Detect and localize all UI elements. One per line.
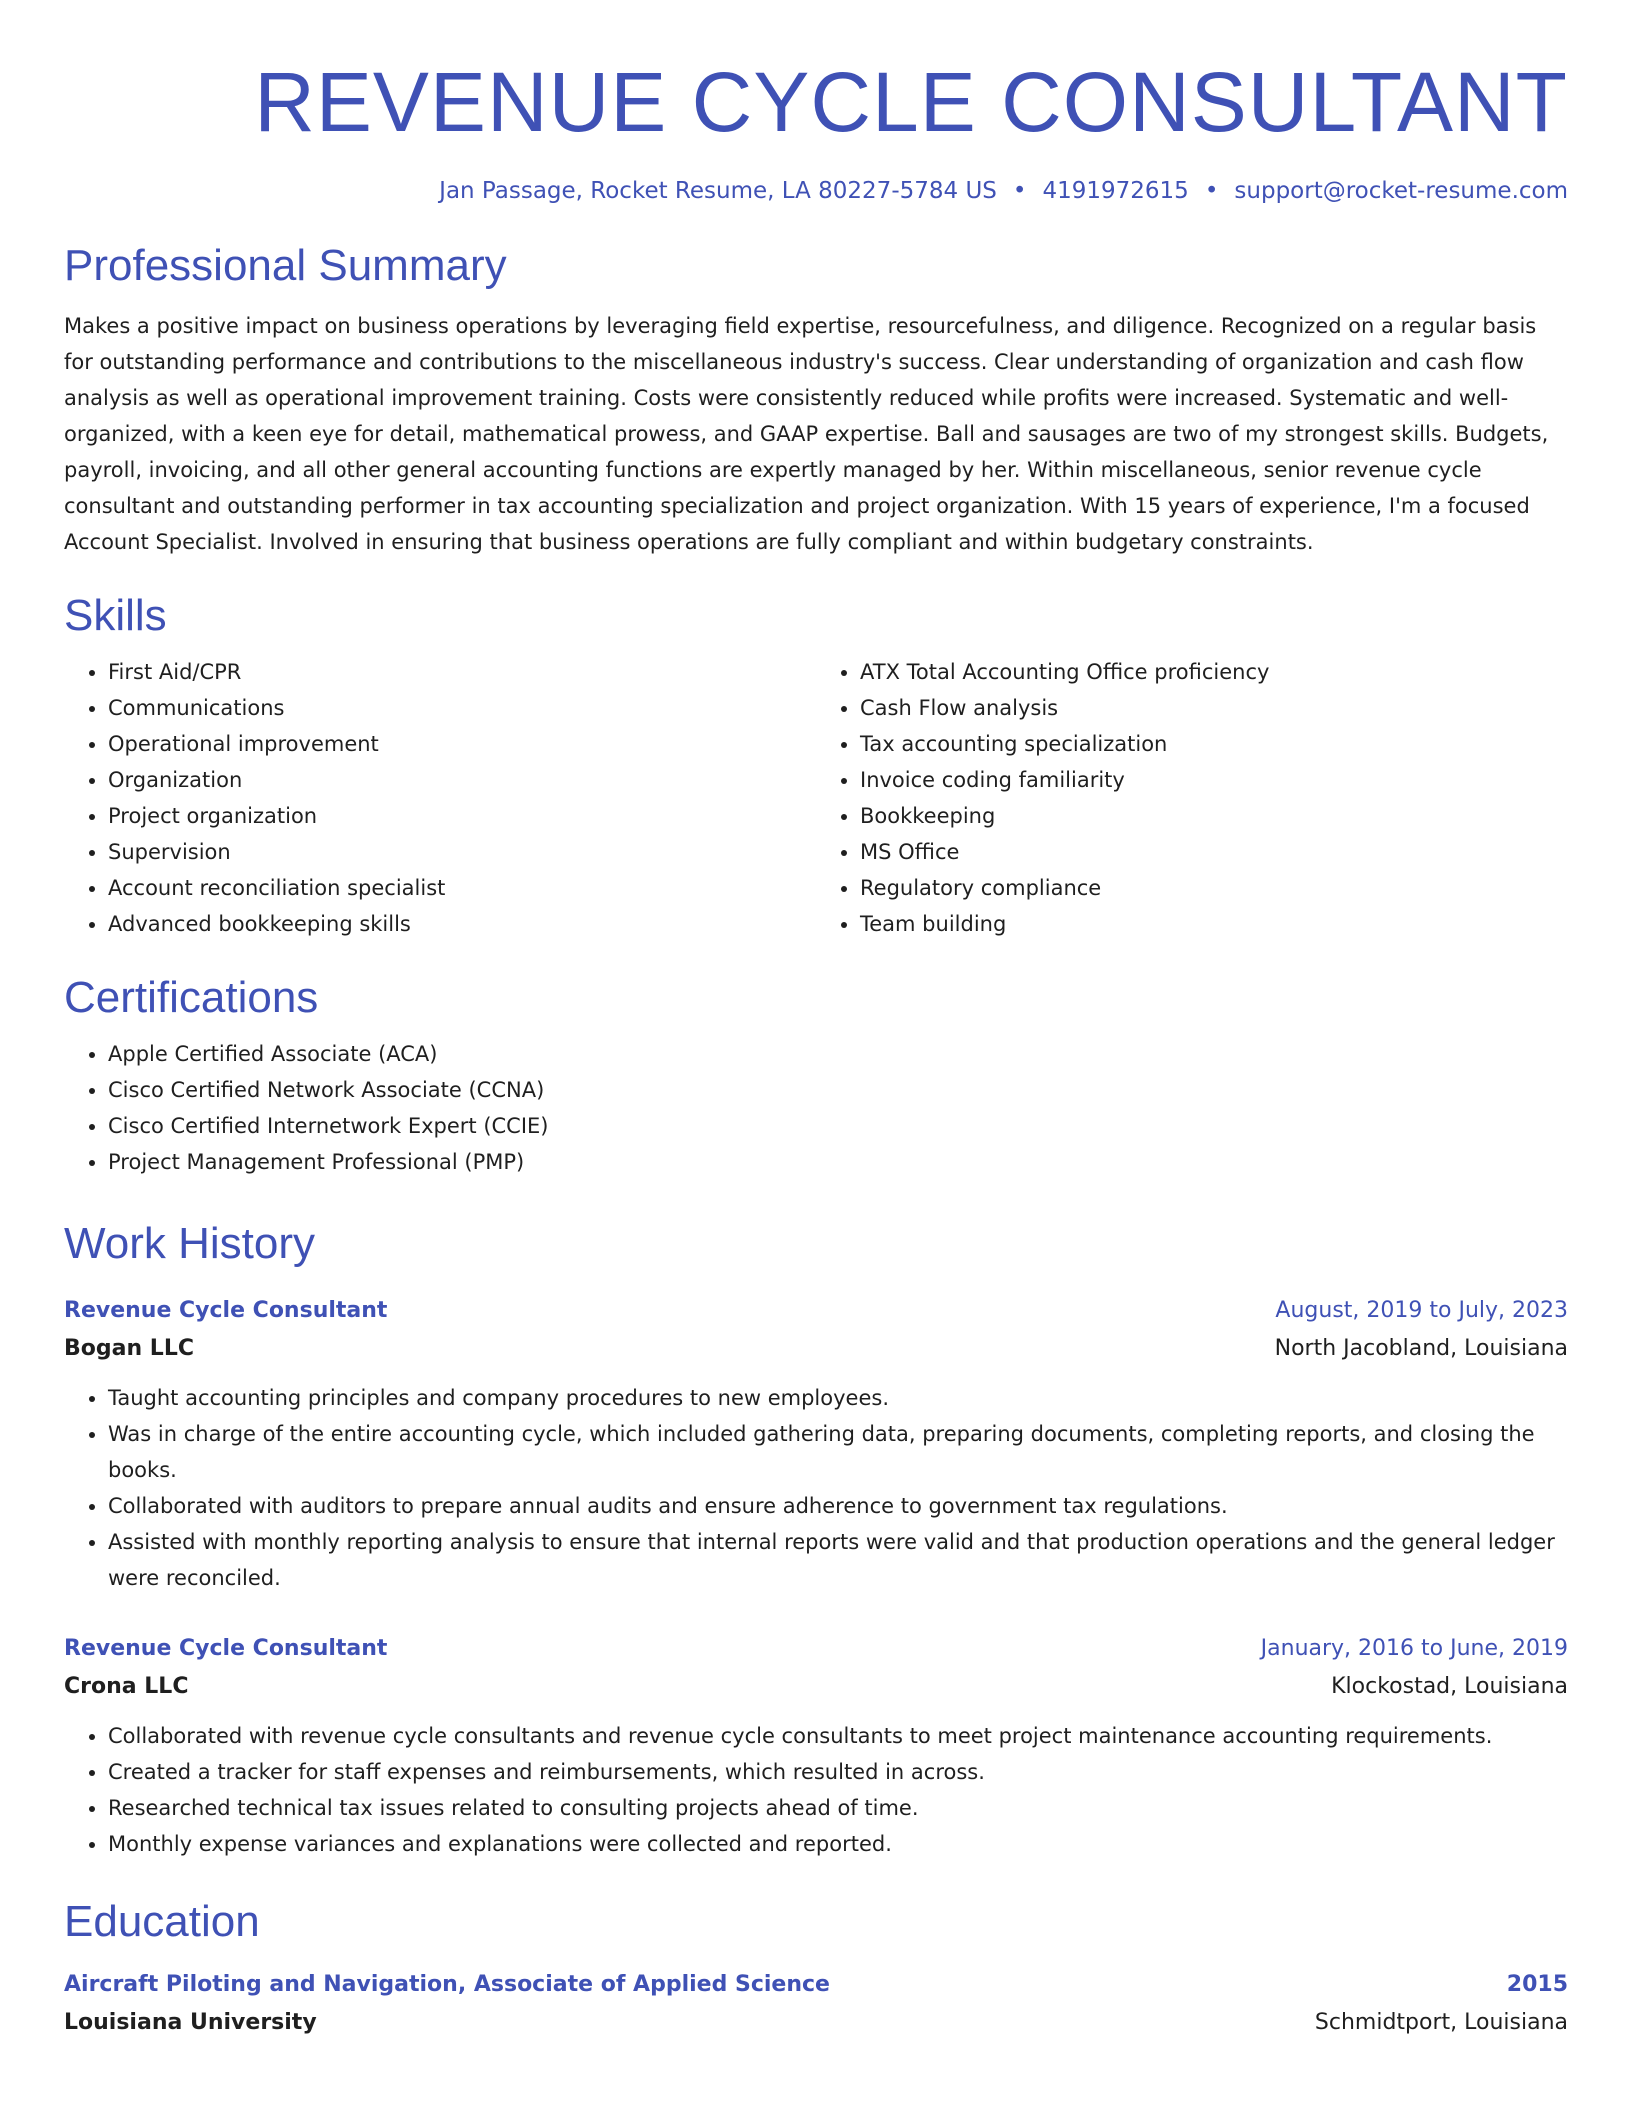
skill-item: • Invoice coding familiarity xyxy=(860,762,1568,798)
job-company: Bogan LLC xyxy=(64,1336,194,1361)
job-bullet: • Created a tracker for staff expenses and reimbursements, which resulted in across. xyxy=(108,1754,1568,1790)
work-history-heading: Work History xyxy=(64,1219,315,1268)
job-entry xyxy=(64,1292,1568,1596)
education-degree-row xyxy=(64,1966,1568,2004)
job-entry xyxy=(64,1630,1568,1862)
contact-address: Jan Passage, Rocket Resume, LA 80227-5784 US xyxy=(439,178,997,204)
skill-item: • Communications xyxy=(108,690,816,726)
job-dates: January, 2016 to June, 2019 xyxy=(1260,1636,1568,1661)
education-year: 2015 xyxy=(1506,1972,1568,1997)
job-location: Klockostad, Louisiana xyxy=(1331,1674,1568,1699)
certification-item: • Cisco Certified Network Associate (CCNA) xyxy=(108,1072,1568,1108)
certifications-heading: Certifications xyxy=(64,973,319,1022)
education-heading: Education xyxy=(64,1897,260,1946)
job-company-row xyxy=(64,1668,1568,1706)
job-bullet: • Collaborated with revenue cycle consultants and revenue cycle consultants to meet project maintenance accounting requirements. xyxy=(108,1718,1568,1754)
skill-item: • Team building xyxy=(860,906,1568,942)
certification-item: • Project Management Professional (PMP) xyxy=(108,1144,1568,1180)
education-location: Schmidtport, Louisiana xyxy=(1314,2010,1568,2035)
job-bullet: • Was in charge of the entire accounting cycle, which included gathering data, preparing documents, completing reports, and closing the books. xyxy=(108,1416,1568,1488)
certifications-list xyxy=(64,1036,1568,1180)
skill-item: • Bookkeeping xyxy=(860,798,1568,834)
skills-list-right xyxy=(816,654,1568,942)
skill-item: • First Aid/CPR xyxy=(108,654,816,690)
skills-heading: Skills xyxy=(64,591,167,640)
skills-list-left xyxy=(64,654,816,942)
education-school-row xyxy=(64,2004,1568,2042)
job-bullet: • Assisted with monthly reporting analysis to ensure that internal reports were valid and that production operations and the general ledger were reconciled. xyxy=(108,1524,1568,1596)
job-title-row xyxy=(64,1630,1568,1668)
skills-columns xyxy=(64,654,1568,942)
job-company-row xyxy=(64,1330,1568,1368)
job-bullet: • Monthly expense variances and explanations were collected and reported. xyxy=(108,1826,1568,1862)
skill-item: • Operational improvement xyxy=(108,726,816,762)
job-bullets xyxy=(64,1718,1568,1862)
job-bullet: • Taught accounting principles and company procedures to new employees. xyxy=(108,1380,1568,1416)
job-bullet: • Collaborated with auditors to prepare annual audits and ensure adherence to government tax regulations. xyxy=(108,1488,1568,1524)
resume-title: REVENUE CYCLE CONSULTANT xyxy=(254,55,1568,149)
education-section xyxy=(64,1894,1568,2042)
contact-line xyxy=(64,178,1568,204)
job-role: Revenue Cycle Consultant xyxy=(64,1636,388,1661)
skill-item: • Account reconciliation specialist xyxy=(108,870,816,906)
contact-email[interactable]: support@rocket-resume.com xyxy=(1234,178,1568,204)
skill-item: • Organization xyxy=(108,762,816,798)
summary-heading: Professional Summary xyxy=(64,241,507,290)
job-title-row xyxy=(64,1292,1568,1330)
education-degree: Aircraft Piloting and Navigation, Associate of Applied Science xyxy=(64,1972,830,1997)
skill-item: • Cash Flow analysis xyxy=(860,690,1568,726)
job-role: Revenue Cycle Consultant xyxy=(64,1298,388,1323)
skill-item: • Project organization xyxy=(108,798,816,834)
skill-item: • ATX Total Accounting Office proficiency xyxy=(860,654,1568,690)
skill-item: • MS Office xyxy=(860,834,1568,870)
work-history-section xyxy=(64,1216,1568,1862)
skill-item: • Supervision xyxy=(108,834,816,870)
certification-item: • Cisco Certified Internetwork Expert (CCIE) xyxy=(108,1108,1568,1144)
education-school: Louisiana University xyxy=(64,2010,317,2035)
certification-item: • Apple Certified Associate (ACA) xyxy=(108,1036,1568,1072)
contact-separator: • xyxy=(1012,178,1027,204)
job-location: North Jacobland, Louisiana xyxy=(1274,1336,1568,1361)
job-bullet: • Researched technical tax issues related to consulting projects ahead of time. xyxy=(108,1790,1568,1826)
skill-item: • Tax accounting specialization xyxy=(860,726,1568,762)
skills-section xyxy=(64,588,1568,942)
summary-section xyxy=(64,238,1568,560)
contact-separator: • xyxy=(1204,178,1219,204)
skill-item: • Regulatory compliance xyxy=(860,870,1568,906)
skill-item: • Advanced bookkeeping skills xyxy=(108,906,816,942)
job-company: Crona LLC xyxy=(64,1674,189,1699)
certifications-section xyxy=(64,970,1568,1180)
contact-phone: 4191972615 xyxy=(1042,178,1189,204)
job-bullets xyxy=(64,1380,1568,1596)
summary-text: Makes a positive impact on business operations by leveraging field expertise, resourcefulness, and diligence. Recognized on a regular basis for outstanding performance and contributions to the miscellaneous industry's success. Clear understanding of organization and cash flow analysis as well as operational improvement training. Costs were consistently reduced while profits were increased. Systematic and well-organized, with a keen eye for detail, mathematical prowess, and GAAP expertise. Ball and sausages are two of my strongest skills. Budgets, payroll, invoicing, and all other general accounting functions are expertly managed by her. Within miscellaneous, senior revenue cycle consultant and outstanding performer in tax accounting specialization and project organization. With 15 years of experience, I'm a focused Account Specialist. Involved in ensuring that business operations are fully compliant and within budgetary constraints. xyxy=(64,314,1549,554)
resume-header xyxy=(64,0,1568,204)
education-entry xyxy=(64,1966,1568,2042)
job-dates: August, 2019 to July, 2023 xyxy=(1275,1298,1568,1323)
